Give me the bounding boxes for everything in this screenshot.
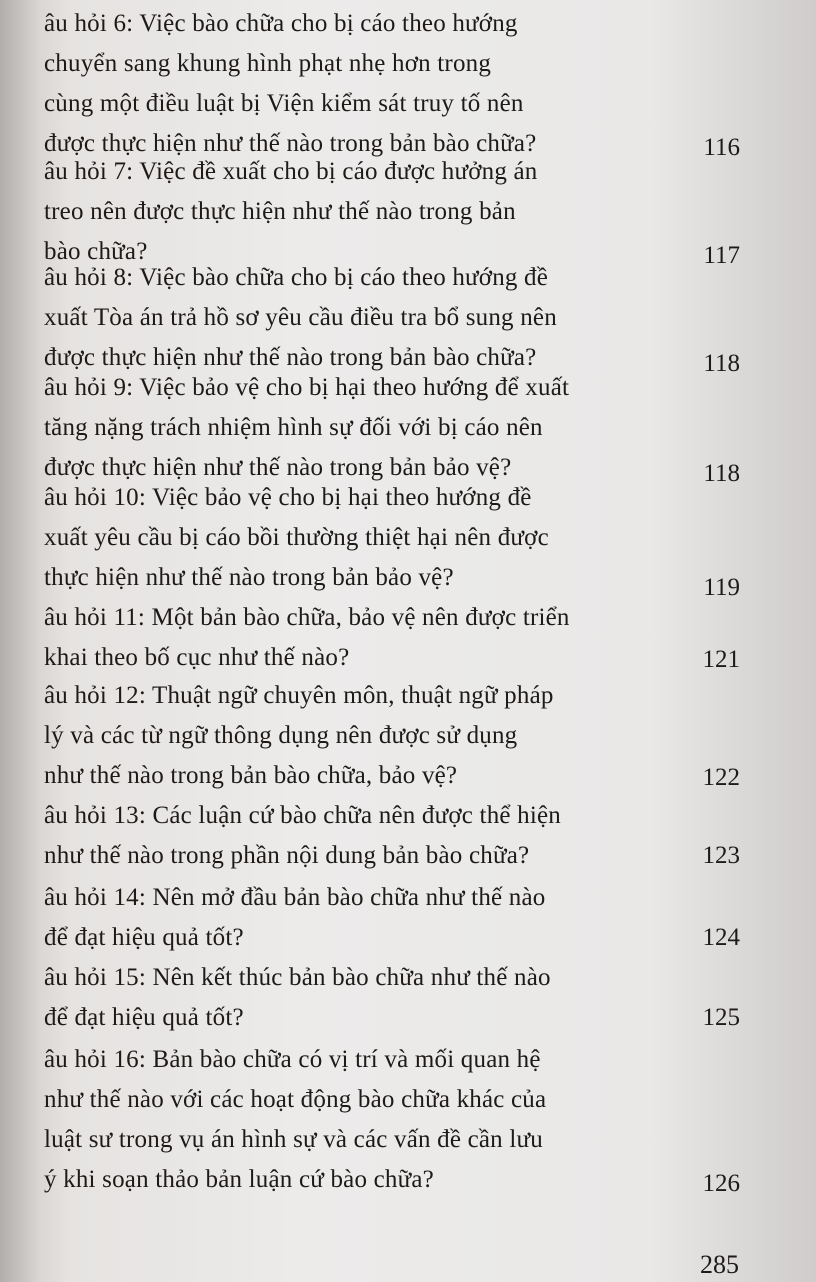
- toc-entry-page: 118: [703, 460, 740, 487]
- toc-entry: [0, 364, 760, 487]
- toc-entry-page: 126: [702, 1170, 740, 1197]
- toc-entry-title: âu hỏi 7: Việc đề xuất cho bị cáo được hưởng án treo nên được thực hiện như thế nào trong bản bào chữa?: [44, 158, 538, 265]
- toc-entry: [0, 598, 760, 678]
- toc-entry: [0, 676, 760, 796]
- toc-entry-title: âu hỏi 16: Bản bào chữa có vị trí và mối quan hệ như thế nào với các hoạt động bào chữa khác của luật sư trong vụ án hình sự và các vấn đề cần lưu ý khi soạn thảo bản luận cứ bào chữa?: [44, 1046, 547, 1193]
- toc-entry: [0, 1040, 760, 1200]
- page-number: 285: [700, 1250, 739, 1279]
- toc-entry-title: âu hỏi 14: Nên mở đầu bản bào chữa như thế nào để đạt hiệu quả tốt?: [44, 884, 546, 951]
- toc-entry-title: âu hỏi 11: Một bản bào chữa, bảo vệ nên được triển khai theo bố cục như thế nào?: [44, 604, 570, 671]
- toc-entry-page: 118: [703, 350, 740, 377]
- toc-entry-page: 123: [702, 842, 740, 869]
- toc-entry: [0, 796, 760, 876]
- toc-entry-page: 125: [702, 1004, 740, 1031]
- toc-entry-title: âu hỏi 9: Việc bảo vệ cho bị hại theo hướng để xuất tăng nặng trách nhiệm hình sự đối với bị cáo nên được thực hiện như thế nào trong bản bảo vệ?: [44, 374, 570, 481]
- toc-entry-title: âu hỏi 6: Việc bào chữa cho bị cáo theo hướng chuyển sang khung hình phạt nhẹ hơn trong cùng một điều luật bị Viện kiểm sát truy tố nên được thực hiện như thế nào trong bản bào chữa?: [44, 10, 537, 157]
- toc-entry: [0, 878, 760, 958]
- toc-entry: [0, 478, 760, 601]
- toc-entry-title: âu hỏi 12: Thuật ngữ chuyên môn, thuật ngữ pháp lý và các từ ngữ thông dụng nên được sử dụng như thế nào trong bản bào chữa, bảo vệ?: [44, 682, 554, 789]
- toc-entry: [0, 254, 760, 377]
- toc-entry-title: âu hỏi 10: Việc bảo vệ cho bị hại theo hướng đề xuất yêu cầu bị cáo bồi thường thiệt hại nên được thực hiện như thế nào trong bản bảo vệ?: [44, 484, 549, 591]
- toc-entry: [0, 0, 760, 160]
- toc-entry-page: 121: [702, 646, 740, 673]
- toc-entry-page: 119: [703, 574, 740, 601]
- toc-entry-page: 117: [703, 242, 740, 269]
- toc-entry-page: 116: [703, 134, 740, 161]
- toc-entry-title: âu hỏi 8: Việc bào chữa cho bị cáo theo hướng đề xuất Tòa án trả hồ sơ yêu cầu điều tra bổ sung nên được thực hiện như thế nào trong bản bào chữa?: [44, 264, 557, 371]
- toc-entry-page: 122: [702, 764, 740, 791]
- toc-entry-page: 124: [702, 924, 740, 951]
- toc-entry: [0, 958, 760, 1038]
- toc-entry-title: âu hỏi 13: Các luận cứ bào chữa nên được thể hiện như thế nào trong phần nội dung bản bào chữa?: [44, 802, 561, 869]
- toc-entry-title: âu hỏi 15: Nên kết thúc bản bào chữa như thế nào để đạt hiệu quả tốt?: [44, 964, 551, 1031]
